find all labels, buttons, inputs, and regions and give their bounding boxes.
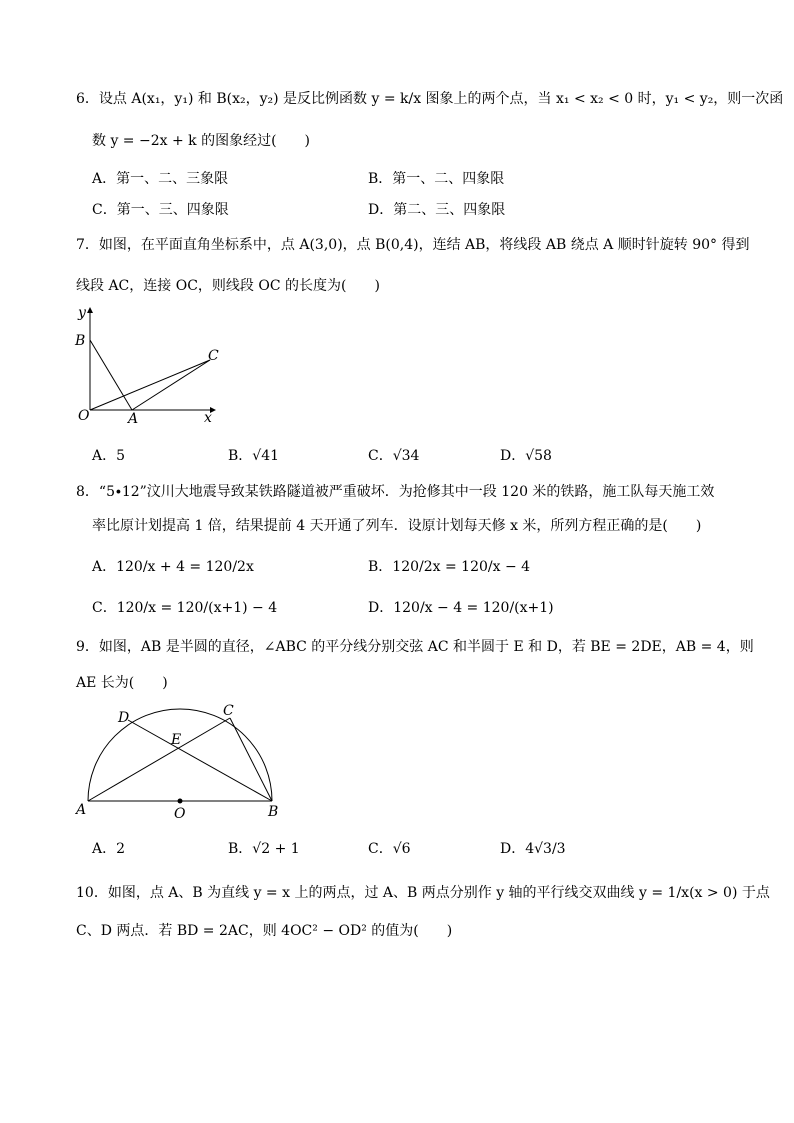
q8-option-d: D．120/x − 4 = 120/(x+1) [368, 600, 554, 616]
q6-option-c: C．第一、三、四象限 [92, 202, 229, 218]
q6-option-a: A．第一、二、三象限 [92, 171, 229, 187]
q7-label-c: C [208, 348, 219, 364]
q6-line2: 数 y = −2x + k 的图象经过( ) [92, 133, 311, 149]
q7-label-a: A [128, 411, 139, 425]
q7-line1: 7．如图，在平面直角坐标系中，点 A(3,0)，点 B(0,4)，连结 AB，将线段 AB 绕点 A 顺时针旋转 90° 得到 [76, 237, 750, 253]
q8-line2: 率比原计划提高 1 倍，结果提前 4 天开通了列车．设原计划每天修 x 米，所列方程正确的是( ) [92, 518, 702, 534]
q9-label-a: A [76, 802, 87, 818]
q7-label-x: x [204, 410, 212, 425]
q9-option-b: B．√2 + 1 [228, 841, 300, 857]
q8-option-c: C．120/x = 120/(x+1) − 4 [92, 600, 278, 616]
q7-figure [70, 305, 220, 425]
q9-option-a: A．2 [92, 841, 126, 857]
q8-option-a: A．120/x + 4 = 120/2x [92, 559, 254, 575]
q7-label-o: O [78, 408, 90, 424]
q7-label-b: B [75, 333, 86, 349]
q6-option-d: D．第二、三、四象限 [368, 202, 506, 218]
q7-option-c: C．√34 [368, 448, 420, 464]
q9-line2: AE 长为( ) [76, 675, 168, 691]
q9-option-c: C．√6 [368, 841, 411, 857]
q7-label-y: y [78, 305, 86, 321]
q7-option-a: A．5 [92, 448, 126, 464]
q10-line1: 10．如图，点 A、B 为直线 y = x 上的两点，过 A、B 两点分别作 y 轴的平行线交双曲线 y = 1/x(x > 0) 于点 [76, 885, 770, 901]
q7-option-b: B．√41 [228, 448, 280, 464]
q9-figure [70, 700, 290, 820]
q8-line1: 8．“5∙12”汶川大地震导致某铁路隧道被严重破坏．为抢修其中一段 120 米的铁路，施工队每天施工效 [76, 484, 715, 500]
q9-label-c: C [223, 703, 234, 719]
q8-option-b: B．120/2x = 120/x − 4 [368, 559, 531, 575]
q9-option-d: D．4√3/3 [500, 841, 566, 857]
q9-label-d: D [118, 710, 130, 726]
q9-label-e: E [171, 732, 182, 748]
q7-line2: 线段 AC，连接 OC，则线段 OC 的长度为( ) [76, 278, 380, 294]
q9-line1: 9．如图，AB 是半圆的直径，∠ABC 的平分线分别交弦 AC 和半圆于 E 和 D，若 BE = 2DE，AB = 4，则 [76, 639, 754, 655]
q9-label-o: O [174, 806, 186, 820]
q10-line2: C、D 两点．若 BD = 2AC，则 4OC² − OD² 的值为( ) [76, 923, 453, 939]
q6-line1: 6．设点 A(x₁，y₁) 和 B(x₂，y₂) 是反比例函数 y = k/x 图象上的两个点，当 x₁ < x₂ < 0 时，y₁ < y₂，则一次函 [76, 91, 784, 107]
q9-label-b: B [268, 804, 279, 820]
q6-option-b: B．第一、二、四象限 [368, 171, 505, 187]
q7-option-d: D．√58 [500, 448, 552, 464]
